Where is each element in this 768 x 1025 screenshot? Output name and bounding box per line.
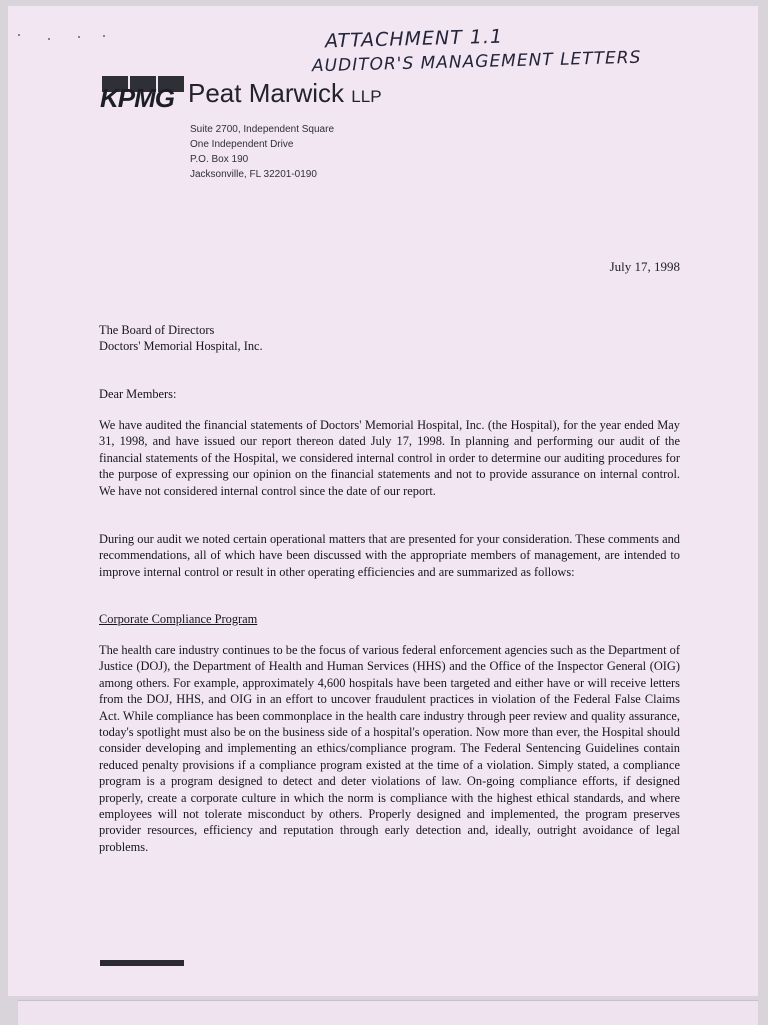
paragraph-operational-matters: During our audit we noted certain operational matters that are presented for your consideration. These comments and recommendations, all of which have been discussed with the appropriate members of management, are intended to improve internal control or result in other operating efficiencies and are summarized as follows: (99, 532, 680, 579)
address-line: One Independent Drive (190, 139, 294, 150)
firm-name-main: Peat Marwick (188, 78, 345, 108)
handwritten-auditor-label: AUDITOR'S MANAGEMENT LETTERS (311, 47, 642, 77)
handwritten-attachment-label: ATTACHMENT 1.1 (324, 25, 504, 53)
scan-speck (78, 36, 80, 38)
kpmg-logo-text: KPMG (100, 83, 174, 113)
recipient-line: The Board of Directors (99, 323, 215, 337)
firm-name (188, 78, 382, 112)
address-line: Jacksonville, FL 32201-0190 (190, 169, 317, 180)
address-line: P.O. Box 190 (190, 154, 249, 165)
next-page-edge (18, 1000, 758, 1025)
letterhead-logo (100, 72, 382, 112)
scan-speck (18, 34, 20, 36)
firm-address (190, 122, 334, 182)
firm-name-suffix: LLP (351, 87, 382, 106)
salutation: Dear Members: (99, 387, 177, 401)
footer-logo-bar (100, 960, 184, 966)
section-heading: Corporate Compliance Program (99, 612, 258, 626)
letter-date: July 17, 1998 (609, 259, 680, 274)
scan-speck (48, 38, 50, 40)
paragraph-compliance-program: The health care industry continues to be the focus of various federal enforcement agencies such as the Department of Justice (DOJ), the Department of Health and Human Services (HHS) and the Office of the Inspector General (OIG) among others. For example, approximately 4,600 hospitals have been targeted and either have or will receive letters from the DOJ, HHS, and OIG in an effort to uncover fraudulent practices in violation of the Federal False Claims Act. While compliance has been commonplace in the health care industry through peer review and quality assurance, today's spotlight must also be on the business side of a hospital's operation. Now more than ever, the Hospital should consider developing and implementing an ethics/compliance program. The Federal Sentencing Guidelines contain reduced penalty provisions if a compliance program existed at the time of a violation. Simply stated, a compliance program is a program designed to detect and deter violations of law. On-going compliance efforts, if designed properly, create a corporate culture in which the norm is compliance with the highest ethical standards, and where employees will not tolerate misconduct by others. Properly designed and implemented, the program preserves provider resources, efficiency and reputation through early detection and, ideally, outright avoidance of legal problems. (99, 643, 680, 854)
scan-speck (103, 35, 105, 37)
address-line: Suite 2700, Independent Square (190, 124, 335, 135)
recipient-line: Doctors' Memorial Hospital, Inc. (99, 339, 263, 354)
paragraph-audit-scope: We have audited the financial statements of Doctors' Memorial Hospital, Inc. (the Hospital), for the year ended May 31, 1998, and have issued our report thereon dated July 17, 1998. In planning and performing our audit of the financial statements of the Hospital, we considered internal control in order to determine our auditing procedures for the purpose of expressing our opinion on the financial statements and not to provide assurance on internal control. We have not considered internal control since the date of our report. (99, 418, 680, 498)
recipient-block (99, 322, 680, 355)
kpmg-logo (100, 76, 186, 112)
